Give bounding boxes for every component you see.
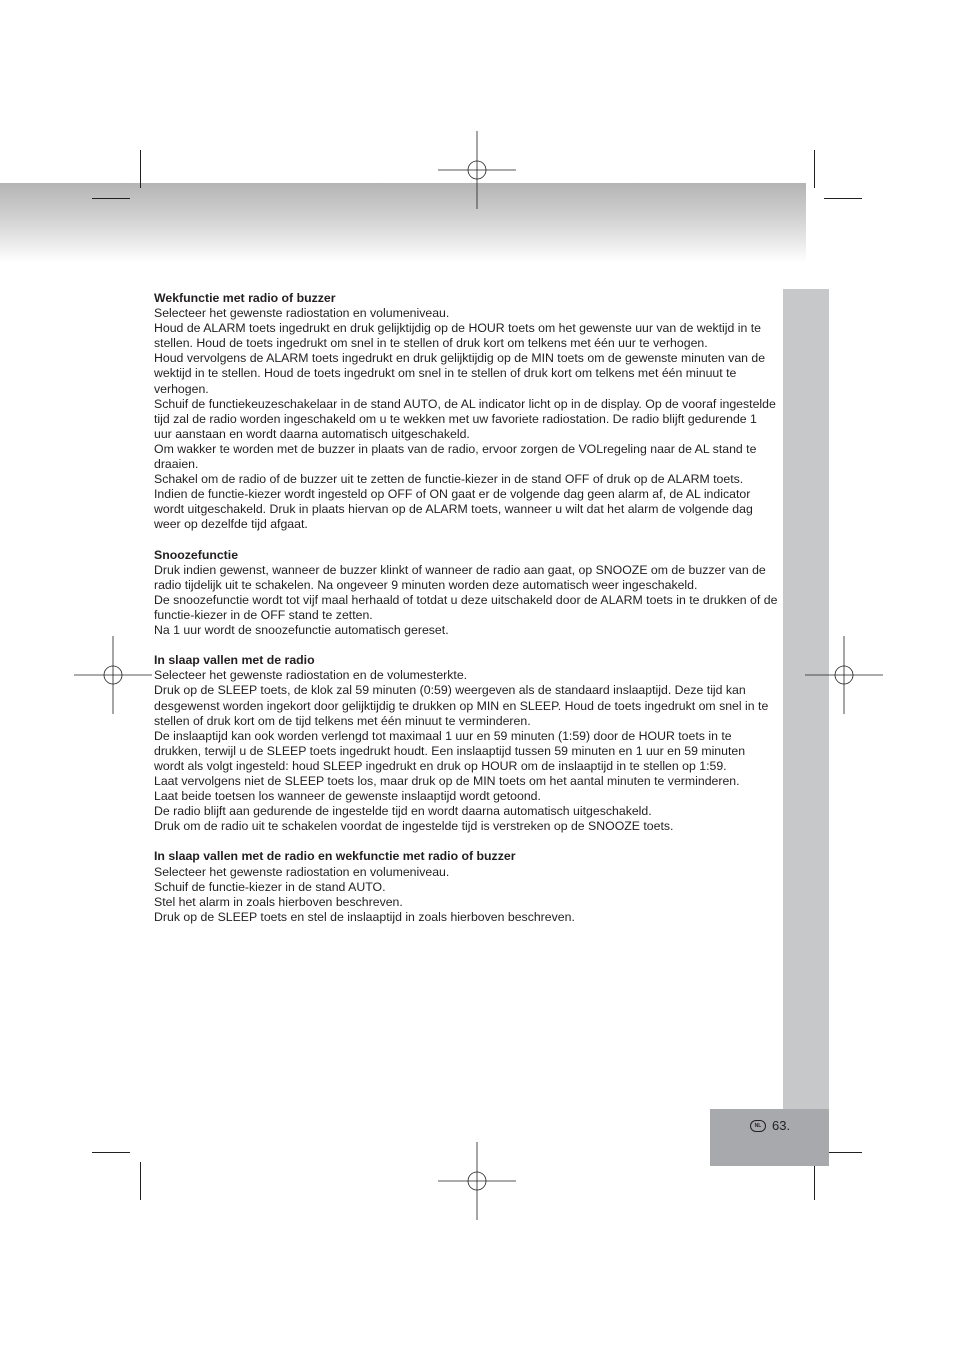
registration-mark-icon xyxy=(805,636,883,714)
page-number-text: 63. xyxy=(772,1118,791,1133)
paragraph: Laat vervolgens niet de SLEEP toets los, maar druk op de MIN toets om het aantal minuten te verminderen. xyxy=(154,774,740,788)
paragraph: Laat beide toetsen los wanneer de gewenste inslaaptijd wordt getoond. xyxy=(154,789,541,804)
section-sleep xyxy=(154,653,778,834)
paragraph: De snoozefunctie wordt tot vijf maal herhaald of totdat u deze uitschakeld door de ALARM toets in te drukken of de functie-kiezer in de OFF stand te zetten. xyxy=(154,592,778,622)
paragraph: Selecteer het gewenste radiostation en de volumesterkte. xyxy=(154,668,468,683)
header-band xyxy=(0,183,806,263)
section-heading: Snoozefunctie xyxy=(154,547,239,562)
section-heading: Wekfunctie met radio of buzzer xyxy=(154,291,336,305)
paragraph: Houd vervolgens de ALARM toets ingedrukt en druk gelijktijdig op de MIN toets om de gewenste minuten van de wektijd in te stellen. Houd de toets ingedrukt om snel in te stellen of druk kort om telkens met één minuut te verhogen. xyxy=(154,351,766,396)
section-snooze xyxy=(154,548,778,639)
paragraph: Druk indien gewenst, wanneer de buzzer klinkt of wanneer de radio aan gaat, op SNOOZE om de buzzer van de radio tijdelijk uit te schakelen. Na ongeveer 9 minuten worden deze automatisch weer ingeschakeld. xyxy=(154,562,766,592)
page-number xyxy=(750,1118,790,1133)
paragraph: Druk om de radio uit te schakelen voordat de ingestelde tijd is verstreken op de SNOOZE toets. xyxy=(154,819,674,834)
crop-mark xyxy=(140,1162,141,1200)
crop-mark xyxy=(814,1162,815,1200)
registration-mark-icon xyxy=(438,131,516,209)
registration-mark-icon xyxy=(74,636,152,714)
paragraph: Na 1 uur wordt de snoozefunctie automatisch gereset. xyxy=(154,623,449,638)
section-heading: In slaap vallen met de radio xyxy=(154,653,315,668)
registration-mark-icon xyxy=(438,1142,516,1220)
paragraph: Stel het alarm in zoals hierboven beschreven. xyxy=(154,894,403,909)
paragraph: Schuif de functie-kiezer in de stand AUTO. xyxy=(154,879,386,894)
paragraph: Houd de ALARM toets ingedrukt en druk gelijktijdig op de HOUR toets om het gewenste uur van de wektijd in te stellen. Houd de toets ingedrukt om snel in te stellen of druk kort om telkens met één uur te verhogen. xyxy=(154,321,761,351)
crop-mark xyxy=(824,1152,862,1153)
crop-mark xyxy=(92,1152,130,1153)
paragraph: Selecteer het gewenste radiostation en volumeniveau. xyxy=(154,306,450,321)
section-wake-function xyxy=(154,291,778,533)
paragraph: Schuif de functiekeuzeschakelaar in de stand AUTO, de AL indicator licht op in de display. Op de vooraf ingestelde tijd zal de radio worden ingeschakeld om u te wekken met uw favoriete radiostation. De radio blijft gedurende 1 uur aanstaan en wordt daarna automatisch uitgeschakeld. xyxy=(154,396,776,441)
paragraph: De inslaaptijd kan ook worden verlengd tot maximaal 1 uur en 59 minuten (1:59) door de HOUR toets in te drukken, terwijl u de SLEEP toets ingedrukt houdt. Een inslaaptijd tussen 59 minuten en 1 uur en 59 minuten wordt als volgt ingesteld: houd SLEEP ingedrukt en druk op HOUR om de inslaaptijd in te stellen op 1:59. xyxy=(154,728,746,773)
paragraph: Druk op de SLEEP toets, de klok zal 59 minuten (0:59) weergeven als de standaard inslaaptijd. Deze tijd kan desgewenst worden ingekort door gelijktijdig te drukken op MIN en SLEEP. Houd de toets ingedrukt om snel in te stellen of druk kort om de tijd telkens met één minuut te verminderen. xyxy=(154,683,769,728)
crop-mark xyxy=(824,198,862,199)
paragraph: Druk op de SLEEP toets en stel de inslaaptijd in zoals hierboven beschreven. xyxy=(154,909,575,924)
crop-mark xyxy=(92,198,130,199)
paragraph: De radio blijft aan gedurende de ingestelde tijd en wordt daarna automatisch uitgeschakeld. xyxy=(154,804,652,819)
section-sleep-and-wake xyxy=(154,849,778,924)
manual-content xyxy=(154,291,778,940)
paragraph: Schakel om de radio of de buzzer uit te zetten de functie-kiezer in de stand OFF of druk op de ALARM toets. Indien de functie-kiezer wordt ingesteld op OFF of ON gaat er de volgende dag geen alarm af, de AL indicator wordt uitgeschakeld. Druk in plaats hiervan op de ALARM toets, wanneer u wilt dat het alarm de volgende dag weer op dezelfde tijd afgaat. xyxy=(154,472,753,532)
crop-mark xyxy=(814,150,815,188)
language-badge-icon: NL xyxy=(750,1120,766,1132)
crop-mark xyxy=(140,150,141,188)
paragraph: Om wakker te worden met de buzzer in plaats van de radio, ervoor zorgen de VOLregeling naar de AL stand te draaien. xyxy=(154,441,757,472)
paragraph: Selecteer het gewenste radiostation en volumeniveau. xyxy=(154,864,450,879)
section-heading: In slaap vallen met de radio en wekfunctie met radio of buzzer xyxy=(154,849,516,864)
